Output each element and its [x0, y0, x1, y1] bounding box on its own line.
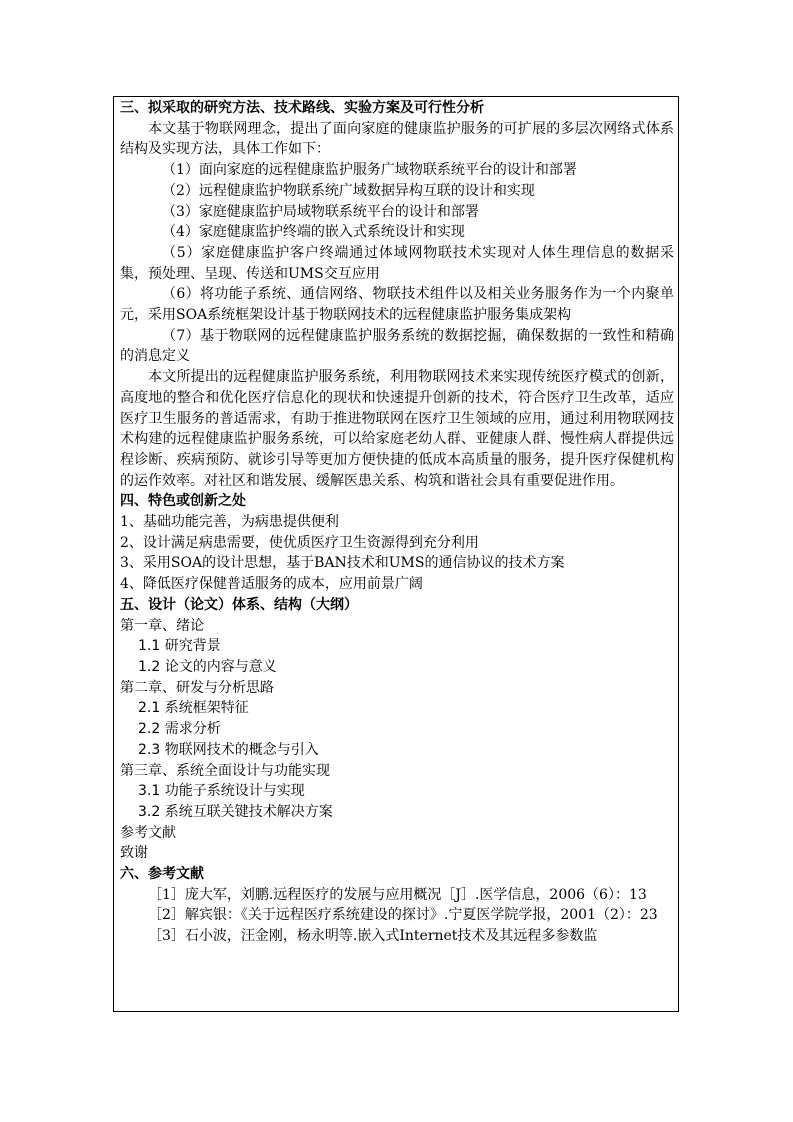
subsection-number: 1.2	[138, 658, 161, 675]
section-heading-outline: 五、设计（论文）体系、结构（大纲）	[120, 596, 358, 613]
outline-subsection	[120, 657, 674, 678]
section-heading-innovation: 四、特色或创新之处	[120, 493, 246, 510]
outline-subsection	[120, 740, 674, 761]
section-heading-references: 六、参考文献	[120, 866, 204, 883]
document-table-cell	[113, 96, 679, 1012]
work-item: （7）基于物联网的远程健康监护服务系统的数据挖掘，确保数据的一致性和精确的消息定义	[120, 327, 674, 365]
section-heading-methods: 三、拟采取的研究方法、技术路线、实验方案及可行性分析	[120, 100, 484, 116]
subsection-number: 1.1	[138, 638, 161, 655]
outline-chapter: 第一章、绪论	[120, 617, 204, 634]
outline-acknowledgements: 致谢	[120, 845, 148, 862]
subsection-number: 2.2	[138, 721, 161, 738]
work-item: （4）家庭健康监护终端的嵌入式系统设计和实现	[162, 224, 465, 241]
outline-subsection	[120, 781, 674, 802]
subsection-title: 系统框架特征	[160, 700, 249, 717]
innovation-item: 2、设计满足病患需要，使优质医疗卫生资源得到充分利用	[120, 534, 479, 551]
methods-summary: 本文所提出的远程健康监护服务系统，利用物联网技术来实现传统医疗模式的创新，高度地的整合和优化医疗信息化的现状和快速提升创新的技术，符合医疗卫生改革，适应医疗卫生服务的普适需求，有助于推进物联网在医疗卫生领域的应用，通过利用物联网技术构建的远程健康监护服务系统，可以给家庭老幼人群、亚健康人群、慢性病人群提供远程诊断、疾病预防、就诊引导等更加方便快捷的低成本高质量的服务，提升医疗保健机构的运作效率。对社区和谐发展、缓解医患关系、构筑和谐社会具有重要促进作用。	[120, 369, 674, 489]
work-item: （5）家庭健康监护客户终端通过体域网物联技术实现对人体生理信息的数据采集，预处理、呈现、传送和UMS交互应用	[120, 244, 674, 282]
innovation-item: 1、基础功能完善，为病患提供便利	[120, 514, 339, 531]
outline-subsection	[120, 698, 674, 719]
subsection-number: 3.1	[138, 783, 161, 800]
reference-entry: ［3］石小波，汪金刚，杨永明等.嵌入式Internet技术及其远程多参数监	[148, 928, 598, 945]
reference-entry: ［1］庞大军，刘鹏.远程医疗的发展与应用概况［J］.医学信息，2006（6）：13	[148, 886, 647, 903]
methods-intro: 本文基于物联网理念，提出了面向家庭的健康监护服务的可扩展的多层次网络式体系结构及实现方法，具体工作如下：	[120, 120, 674, 158]
outline-subsection	[120, 802, 674, 823]
subsection-title: 需求分析	[160, 721, 221, 738]
subsection-title: 物联网技术的概念与引入	[160, 741, 319, 758]
work-item: （1）面向家庭的远程健康监护服务广域物联系统平台的设计和部署	[162, 162, 577, 179]
subsection-title: 系统互联关键技术解决方案	[160, 803, 333, 820]
outline-chapter: 第三章、系统全面设计与功能实现	[120, 762, 330, 779]
subsection-title: 功能子系统设计与实现	[160, 783, 305, 800]
work-item: （6）将功能子系统、通信网络、物联技术组件以及相关业务服务作为一个内聚单元，采用SOA系统框架设计基于物联网技术的远程健康监护服务集成架构	[120, 286, 674, 324]
outline-subsection	[120, 636, 674, 657]
subsection-title: 论文的内容与意义	[160, 658, 277, 675]
subsection-number: 2.3	[138, 741, 161, 758]
outline-subsection	[120, 719, 674, 740]
outline-chapter: 第二章、研发与分析思路	[120, 679, 274, 696]
subsection-title: 研究背景	[160, 638, 221, 655]
work-item: （3）家庭健康监护局域物联系统平台的设计和部署	[162, 203, 479, 220]
subsection-number: 2.1	[138, 700, 161, 717]
outline-references: 参考文献	[120, 824, 176, 841]
work-item: （2）远程健康监护物联系统广域数据异构互联的设计和实现	[162, 182, 535, 199]
innovation-item: 3、采用SOA的设计思想，基于BAN技术和UMS的通信协议的技术方案	[120, 555, 565, 572]
innovation-item: 4、降低医疗保健普适服务的成本，应用前景广阔	[120, 576, 423, 593]
reference-entry: ［2］解宾银：《关于远程医疗系统建设的探讨》.宁夏医学院学报，2001（2）：23	[148, 907, 658, 924]
subsection-number: 3.2	[138, 803, 161, 820]
